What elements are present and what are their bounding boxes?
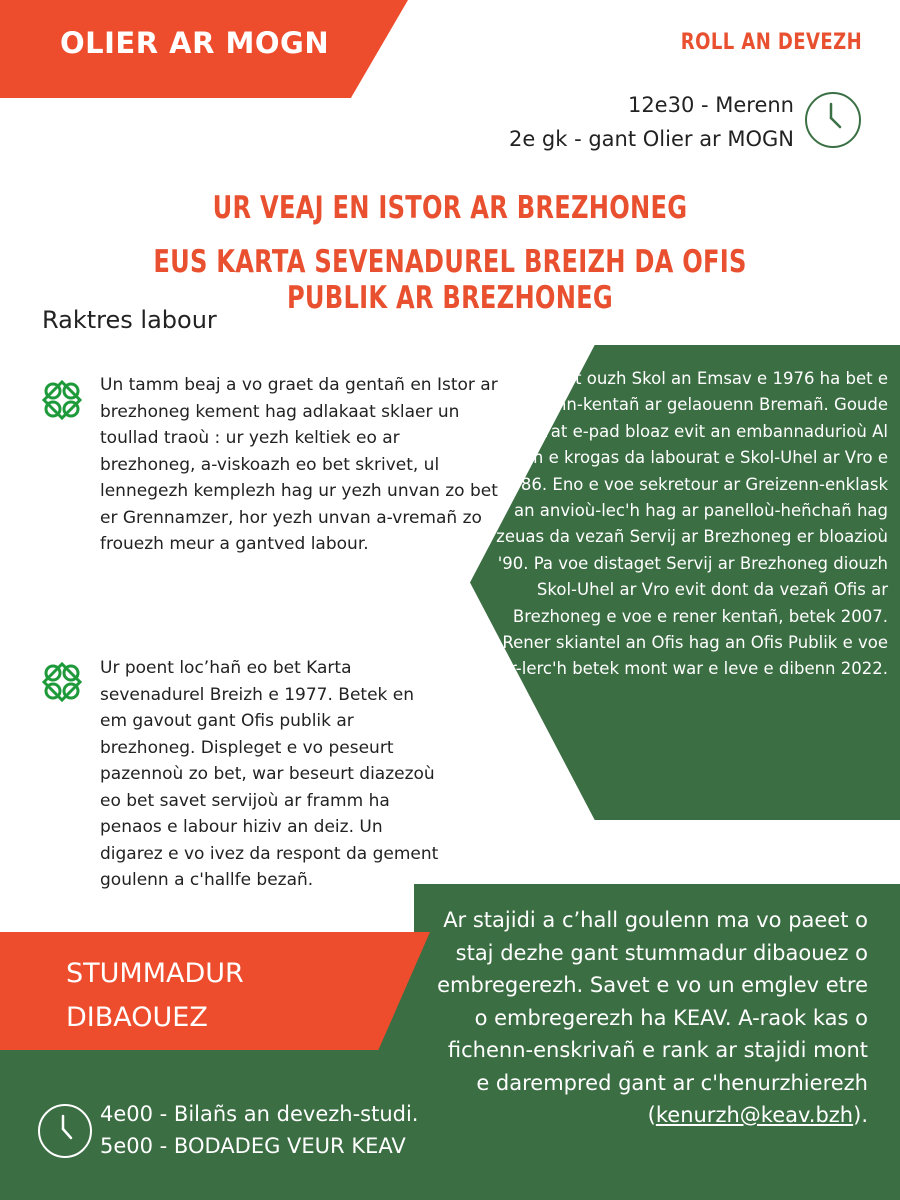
- schedule-title: ROLL AN DEVEZH: [680, 30, 862, 55]
- title-line-2: EUS KARTA SEVENADUREL BREIZH DA OFIS PUBLIK AR BREZHONEG: [153, 244, 747, 316]
- schedule-line: 2e gk - gant Olier ar MOGN: [508, 127, 794, 151]
- clock-icon: [38, 1104, 92, 1158]
- schedule-line: 12e30 - Merenn: [627, 93, 794, 117]
- training-line: STUMMADUR: [66, 958, 244, 989]
- email-link[interactable]: kenurzh@keav.bzh: [655, 1103, 854, 1127]
- funding-info: [430, 904, 868, 1132]
- funding-text: Ar stajidi a c’hall goulenn ma vo paeet o staj dezhe gant stummadur dibaouez o embregerezh. Savet e vo un emglev etre o embregerezh ha KEAV. A-raok kas o fichenn-enskrivañ e rank ar stajidi mont e darempred gant ar c'henurzhierezh: [437, 908, 868, 1095]
- title-line-1: UR VEAJ EN ISTOR AR BREZHONEG: [212, 190, 688, 226]
- training-line: DIBAOUEZ: [66, 1002, 208, 1033]
- karta-paragraph: Ur poent loc’hañ eo bet Karta sevenadurel Breizh e 1977. Betek en em gavout gant Ofis publik ar brezhoneg. Displeget e vo peseurt pazennoù zo bet, war beseurt diazezoù eo bet savet servijoù ar framm ha penaos e labour hiziv an deiz. Un digarez e vo ivez da respont da gement goulenn a c'hallfe bezañ.: [100, 658, 439, 890]
- schedule-times: [509, 88, 794, 156]
- celtic-knot-icon: [40, 378, 84, 422]
- afternoon-schedule: [100, 1098, 419, 1162]
- section-label: Raktres labour: [42, 306, 217, 334]
- schedule-line: 5e00 - BODADEG VEUR KEAV: [100, 1134, 406, 1158]
- bio-text: Emezelet ouzh Skol an Emsav e 1976 ha bet e penn-kentañ ar gelaouenn Bremañ. Goude labourat e-pad bloaz evit an embannadurioù Al Liamm e krogas da labourat e Skol-Uhel ar Vro e 1986. Eno e voe sekretour ar Greizenn-enklask war an anvioù-lec'h hag ar panelloù-heñchañ hag a zeuas da vezañ Servij ar Brezhoneg er bloazioù '90. Pa voe distaget Servij ar Brezhoneg diouzh Skol-Uhel ar Vro evit dont da vezañ Ofis ar Brezhoneg e voe e rener kentañ, betek 2007. Rener skiantel an Ofis hag an Ofis Publik e voe war-lerc'h betek mont war e leve e dibenn 2022.: [478, 369, 888, 679]
- intro-paragraph: Un tamm beaj a vo graet da gentañ en Istor ar brezhoneg kement hag adlakaat sklaer un toullad traoù : ur yezh keltiek eo ar brezhoneg, a-viskoazh eo bet skrivet, ul lennegezh kemplezh hag ur yezh unvan zo bet er Grennamzer, hor yezh unvan a-vremañ zo frouezh meur a gantved labour.: [100, 375, 498, 554]
- schedule-line: 4e00 - Bilañs an devezh-studi.: [100, 1102, 419, 1126]
- celtic-knot-icon: [40, 660, 84, 704]
- training-label: [66, 952, 244, 1040]
- open-paren: (: [647, 1103, 656, 1127]
- close-paren: ).: [853, 1103, 868, 1127]
- speaker-name: OLIER AR MOGN: [60, 26, 330, 60]
- clock-icon: [805, 92, 861, 148]
